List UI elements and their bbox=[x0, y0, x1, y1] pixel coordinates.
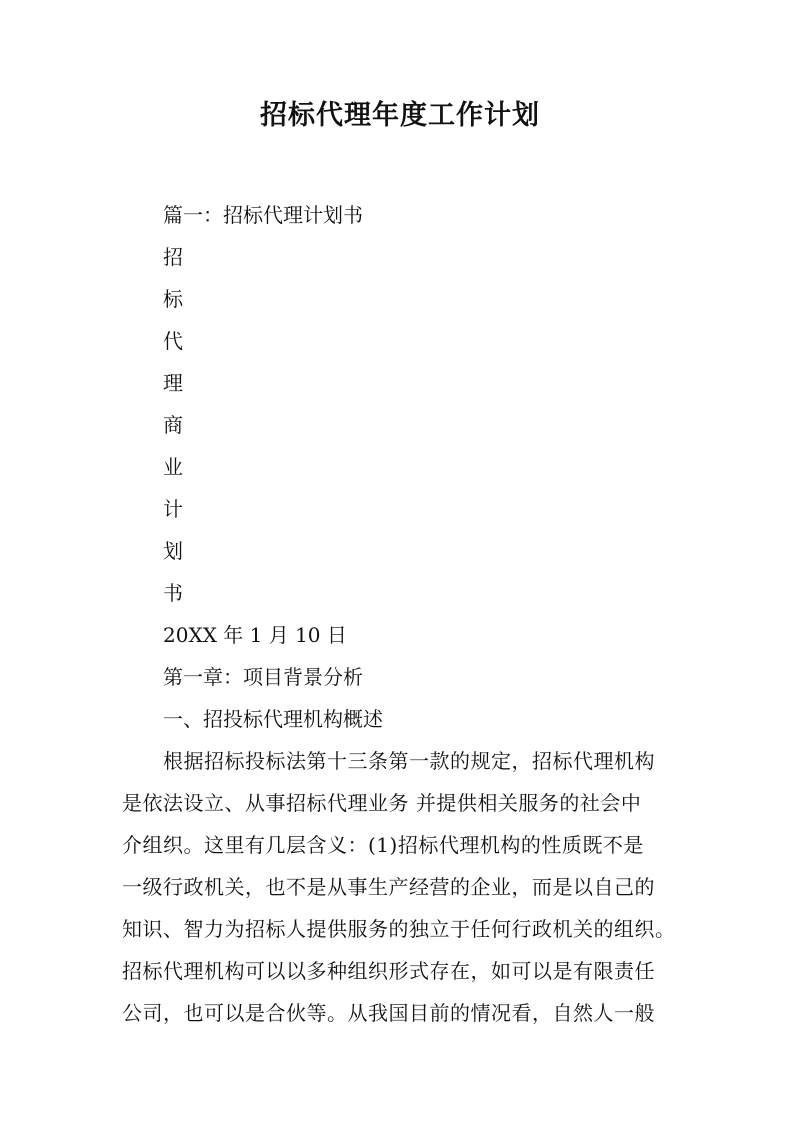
vertical-char: 计 bbox=[163, 497, 183, 521]
document-date: 20XX 年 1 月 10 日 bbox=[163, 623, 347, 647]
vertical-char: 标 bbox=[163, 287, 183, 311]
body-line: 是依法设立、从事招标代理业务 并提供相关服务的社会中 bbox=[122, 791, 642, 815]
document-title: 招标代理年度工作计划 bbox=[260, 100, 540, 131]
vertical-char: 划 bbox=[163, 539, 183, 563]
vertical-char: 业 bbox=[163, 455, 183, 479]
vertical-char: 书 bbox=[163, 581, 183, 605]
chapter-heading: 第一章：项目背景分析 bbox=[163, 665, 363, 689]
body-line: 介组织。这里有几层含义：(1)招标代理机构的性质既不是 bbox=[122, 833, 644, 857]
vertical-char: 代 bbox=[163, 329, 183, 353]
subsection-heading: 一、招投标代理机构概述 bbox=[163, 707, 383, 731]
body-line: 公司，也可以是合伙等。从我国目前的情况看，自然人一般 bbox=[122, 1001, 655, 1025]
body-line: 招标代理机构可以以多种组织形式存在，如可以是有限责任 bbox=[122, 959, 655, 983]
vertical-char: 招 bbox=[163, 245, 183, 269]
section-heading: 篇一：招标代理计划书 bbox=[163, 203, 363, 227]
body-line: 根据招标投标法第十三条第一款的规定，招标代理机构 bbox=[163, 749, 655, 773]
vertical-char: 理 bbox=[163, 371, 183, 395]
body-line: 一级行政机关，也不是从事生产经营的企业，而是以自己的 bbox=[122, 875, 655, 899]
vertical-char: 商 bbox=[163, 413, 183, 437]
body-line: 知识、智力为招标人提供服务的独立于任何行政机关的组织。 bbox=[122, 917, 676, 941]
